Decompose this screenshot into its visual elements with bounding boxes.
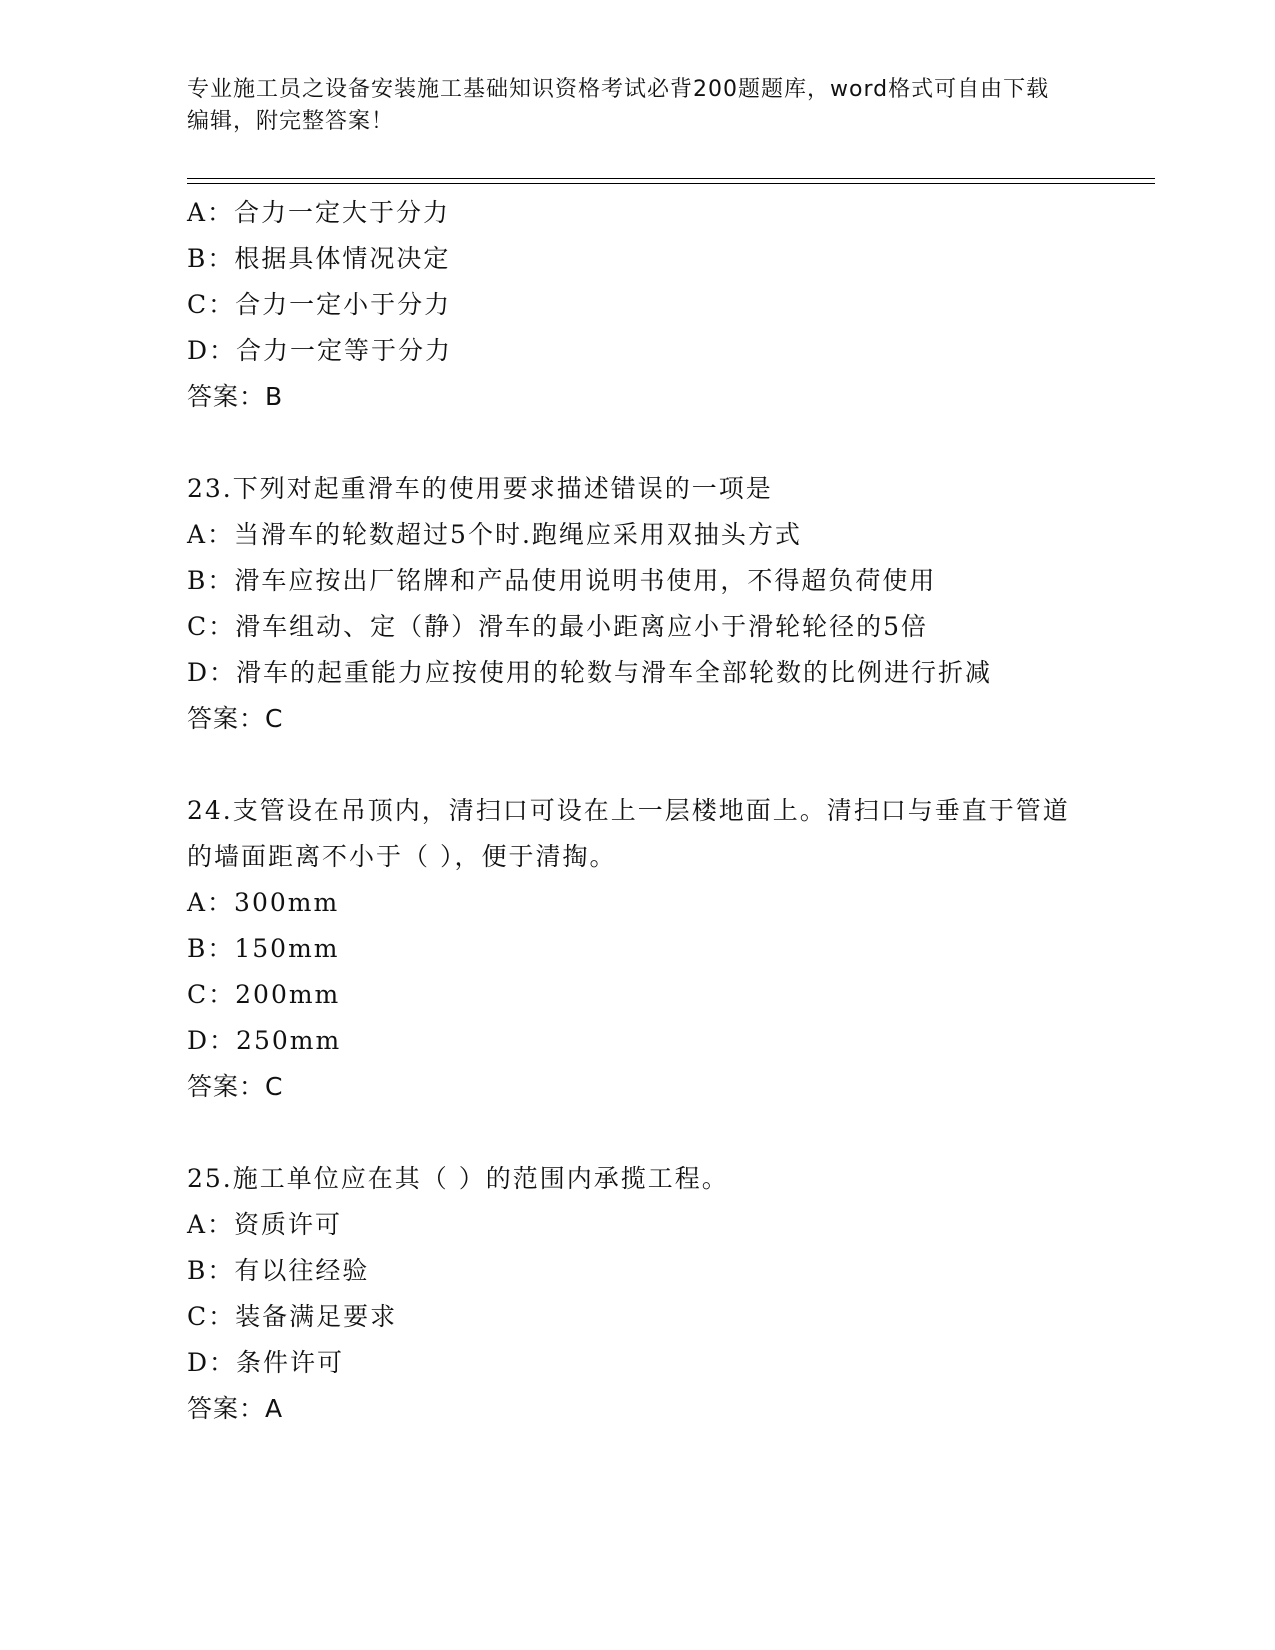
option-a: A：当滑车的轮数超过5个时.跑绳应采用双抽头方式: [187, 520, 802, 549]
question-25-block: [187, 1156, 1187, 1432]
document-header: 专业施工员之设备安装施工基础知识资格考试必背200题题库，word格式可自由下载编辑，附完整答案！: [187, 77, 1050, 134]
option-c: C：合力一定小于分力: [187, 290, 452, 319]
question-text: 25.施工单位应在其（ ）的范围内承揽工程。: [187, 1164, 729, 1193]
option-d: D：条件许可: [187, 1348, 345, 1377]
option-b: B：150mm: [187, 934, 340, 963]
question-23-block: [187, 466, 1187, 742]
header-divider-bottom: [187, 183, 1155, 184]
question-24-block: [187, 788, 1187, 1110]
answer-label: 答案：C: [187, 1072, 284, 1101]
question-list: [187, 190, 1187, 1432]
question-text: 24.支管设在吊顶内，清扫口可设在上一层楼地面上。清扫口与垂直于管道的墙面距离不小于（ ），便于清掏。: [187, 796, 1070, 871]
option-d: D：滑车的起重能力应按使用的轮数与滑车全部轮数的比例进行折减: [187, 658, 993, 687]
option-b: B：根据具体情况决定: [187, 244, 451, 273]
option-c: C：装备满足要求: [187, 1302, 398, 1331]
question-22-block: [187, 190, 1187, 420]
header-divider-top: [187, 178, 1155, 179]
option-a: A：300mm: [187, 888, 340, 917]
answer-label: 答案：B: [187, 382, 284, 411]
option-c: C：200mm: [187, 980, 341, 1009]
option-c: C：滑车组动、定（静）滑车的最小距离应小于滑轮轮径的5倍: [187, 612, 929, 641]
option-d: D：250mm: [187, 1026, 342, 1055]
option-b: B：滑车应按出厂铭牌和产品使用说明书使用，不得超负荷使用: [187, 566, 937, 595]
answer-label: 答案：C: [187, 704, 284, 733]
question-text: 23.下列对起重滑车的使用要求描述错误的一项是: [187, 474, 773, 503]
option-a: A：合力一定大于分力: [187, 198, 451, 227]
option-b: B：有以往经验: [187, 1256, 370, 1285]
option-a: A：资质许可: [187, 1210, 343, 1239]
option-d: D：合力一定等于分力: [187, 336, 453, 365]
answer-label: 答案：A: [187, 1394, 284, 1423]
